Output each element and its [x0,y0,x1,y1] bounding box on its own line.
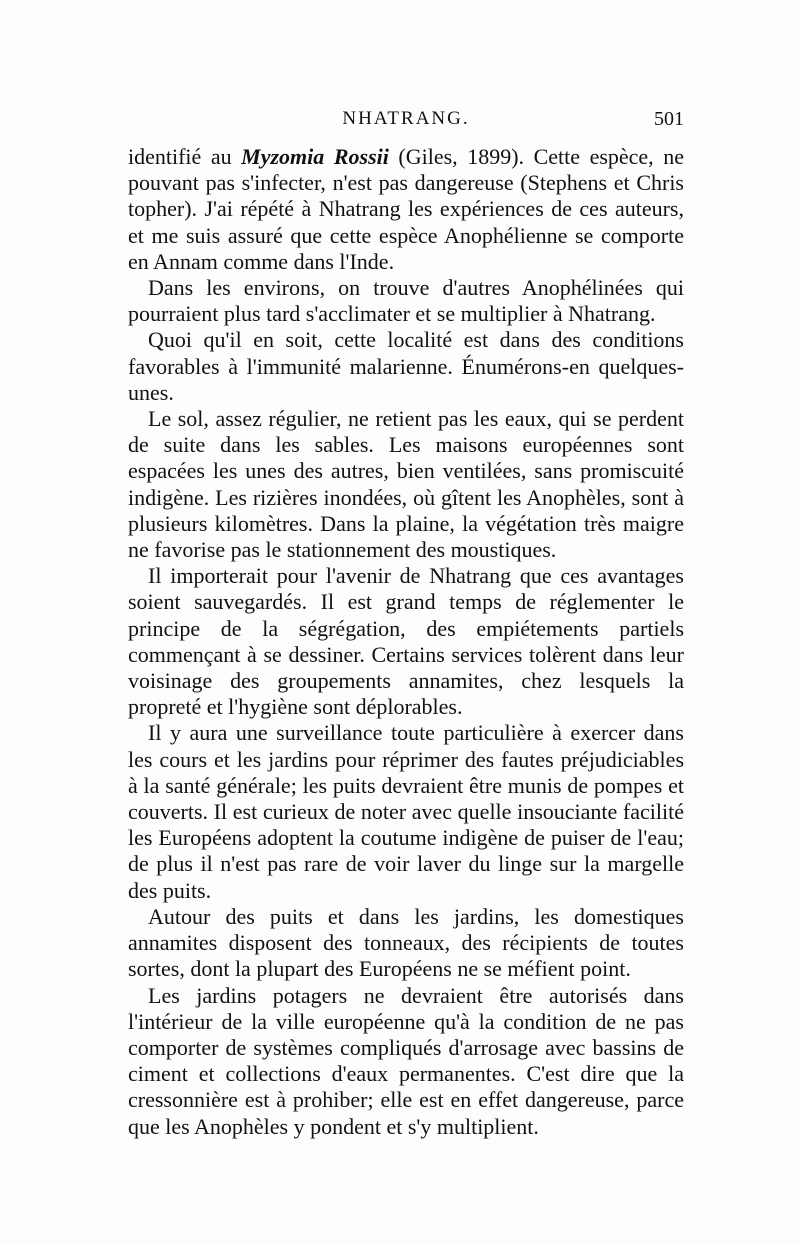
body-text [128,144,684,1140]
paragraph-2: Dans les environs, on trouve d'autres Anophélinées qui pourraient plus tard s'acclimater et se multiplier à Nhatrang. [128,275,684,327]
paragraph-8: Les jardins potagers ne devraient être autorisés dans l'intérieur de la ville européenne qu'à la condition de ne pas comporter de systèmes compliqués d'arrosage avec bassins de ciment et collections d'eaux permanentes. C'est dire que la cressonnière est à prohiber; elle est en effet dangereuse, parce que les Anophèles y pondent et s'y multiplient. [128,982,684,1139]
running-head [128,108,684,138]
page-number: 501 [654,108,684,130]
species-name: Myzomia Rossii [241,144,389,169]
paragraph-5: Il importerait pour l'avenir de Nhatrang que ces avantages soient sauvegardés. Il est grand temps de réglementer le principe de la ségrégation, des empiétements partiels commençant à se dessiner. Certains services tolèrent dans leur voisinage des groupements annamites, chez lesquels la propreté et l'hygiène sont déplorables. [128,563,684,720]
paragraph-4: Le sol, assez régulier, ne retient pas les eaux, qui se perdent de suite dans les sables. Les maisons européennes sont espacées les unes des autres, bien ventilées, sans promiscuité indigène. Les rizières inondées, où gîtent les Anophèles, sont à plusieurs kilomètres. Dans la plaine, la végétation très maigre ne favorise pas le stationnement des moustiques. [128,406,684,563]
paragraph-6: Il y aura une surveillance toute particulière à exercer dans les cours et les jardins pour réprimer des fautes préjudiciables à la santé générale; les puits devraient être munis de pompes et couverts. Il est curieux de noter avec quelle insouciante facilité les Européens adoptent la coutume indigène de puiser de l'eau; de plus il n'est pas rare de voir laver du linge sur la margelle des puits. [128,720,684,903]
running-title: NHATRANG. [342,108,470,129]
paragraph-1-start: identifié au [128,144,242,169]
paragraph-7: Autour des puits et dans les jardins, les domestiques annamites disposent des tonneaux, des récipients de toutes sortes, dont la plupart des Européens ne se méfient point. [128,903,684,982]
paragraph-1-rest: (Giles, 1899). Cette espèce, ne pouvant pas s'infecter, n'est pas dangereuse (Stephens et Chris topher). J'ai répété à Nhatrang les expériences de ces auteurs, et me suis assuré que cette espèce Anophélienne se comporte en Annam comme dans l'Inde. [128,144,684,274]
paragraph-3: Quoi qu'il en soit, cette localité est dans des conditions favorables à l'immunité malarienne. Énumérons-en quelques-unes. [128,327,684,405]
paragraph-1 [128,144,684,275]
